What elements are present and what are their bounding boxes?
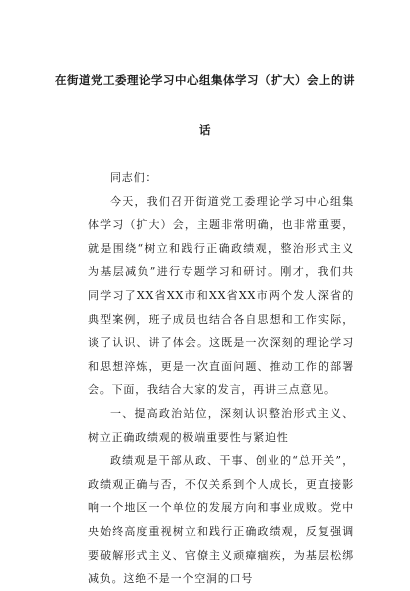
salutation: 同志们： xyxy=(110,171,158,184)
document-title-line-1: 在街道党工委理论学习中心组集体学习（扩大）会上的讲 xyxy=(55,73,355,87)
document-title-line-2: 话 xyxy=(199,123,211,137)
section-heading-1: 一、提高政治站位，深刻认识整治形式主义、树立正确政绩观的极端重要性与紧迫性 xyxy=(88,406,354,444)
paragraph-section-1: 政绩观是干部从政、干事、创业的“总开关”，政绩观正确与否，不仅关系到个人成长，更直接影响一个地区一个单位的发展方向和事业成败。党中央始终高度重视树立和践行正确政绩观，反复强调要破解形式主义、官僚主义顽瘴痼疾，为基层松绑减负。这绝不是一个空洞的口号 xyxy=(88,454,354,586)
document-body xyxy=(88,166,354,591)
paragraph-intro: 今天，我们召开街道党工委理论学习中心组集体学习（扩大）会，主题非常明确，也非常重要，就是围绕“树立和践行正确政绩观，整治形式主义为基层减负”进行专题学习和研讨。刚才，我们共同学习了XX省XX市和XX省XX市两个发人深省的典型案例，班子成员也结合各自思想和工作实际，谈了认识、讲了体会。这既是一次深刻的理论学习和思想淬炼，更是一次直面问题、推动工作的部署会。下面，我结合大家的发言，再讲三点意见。 xyxy=(88,194,354,397)
